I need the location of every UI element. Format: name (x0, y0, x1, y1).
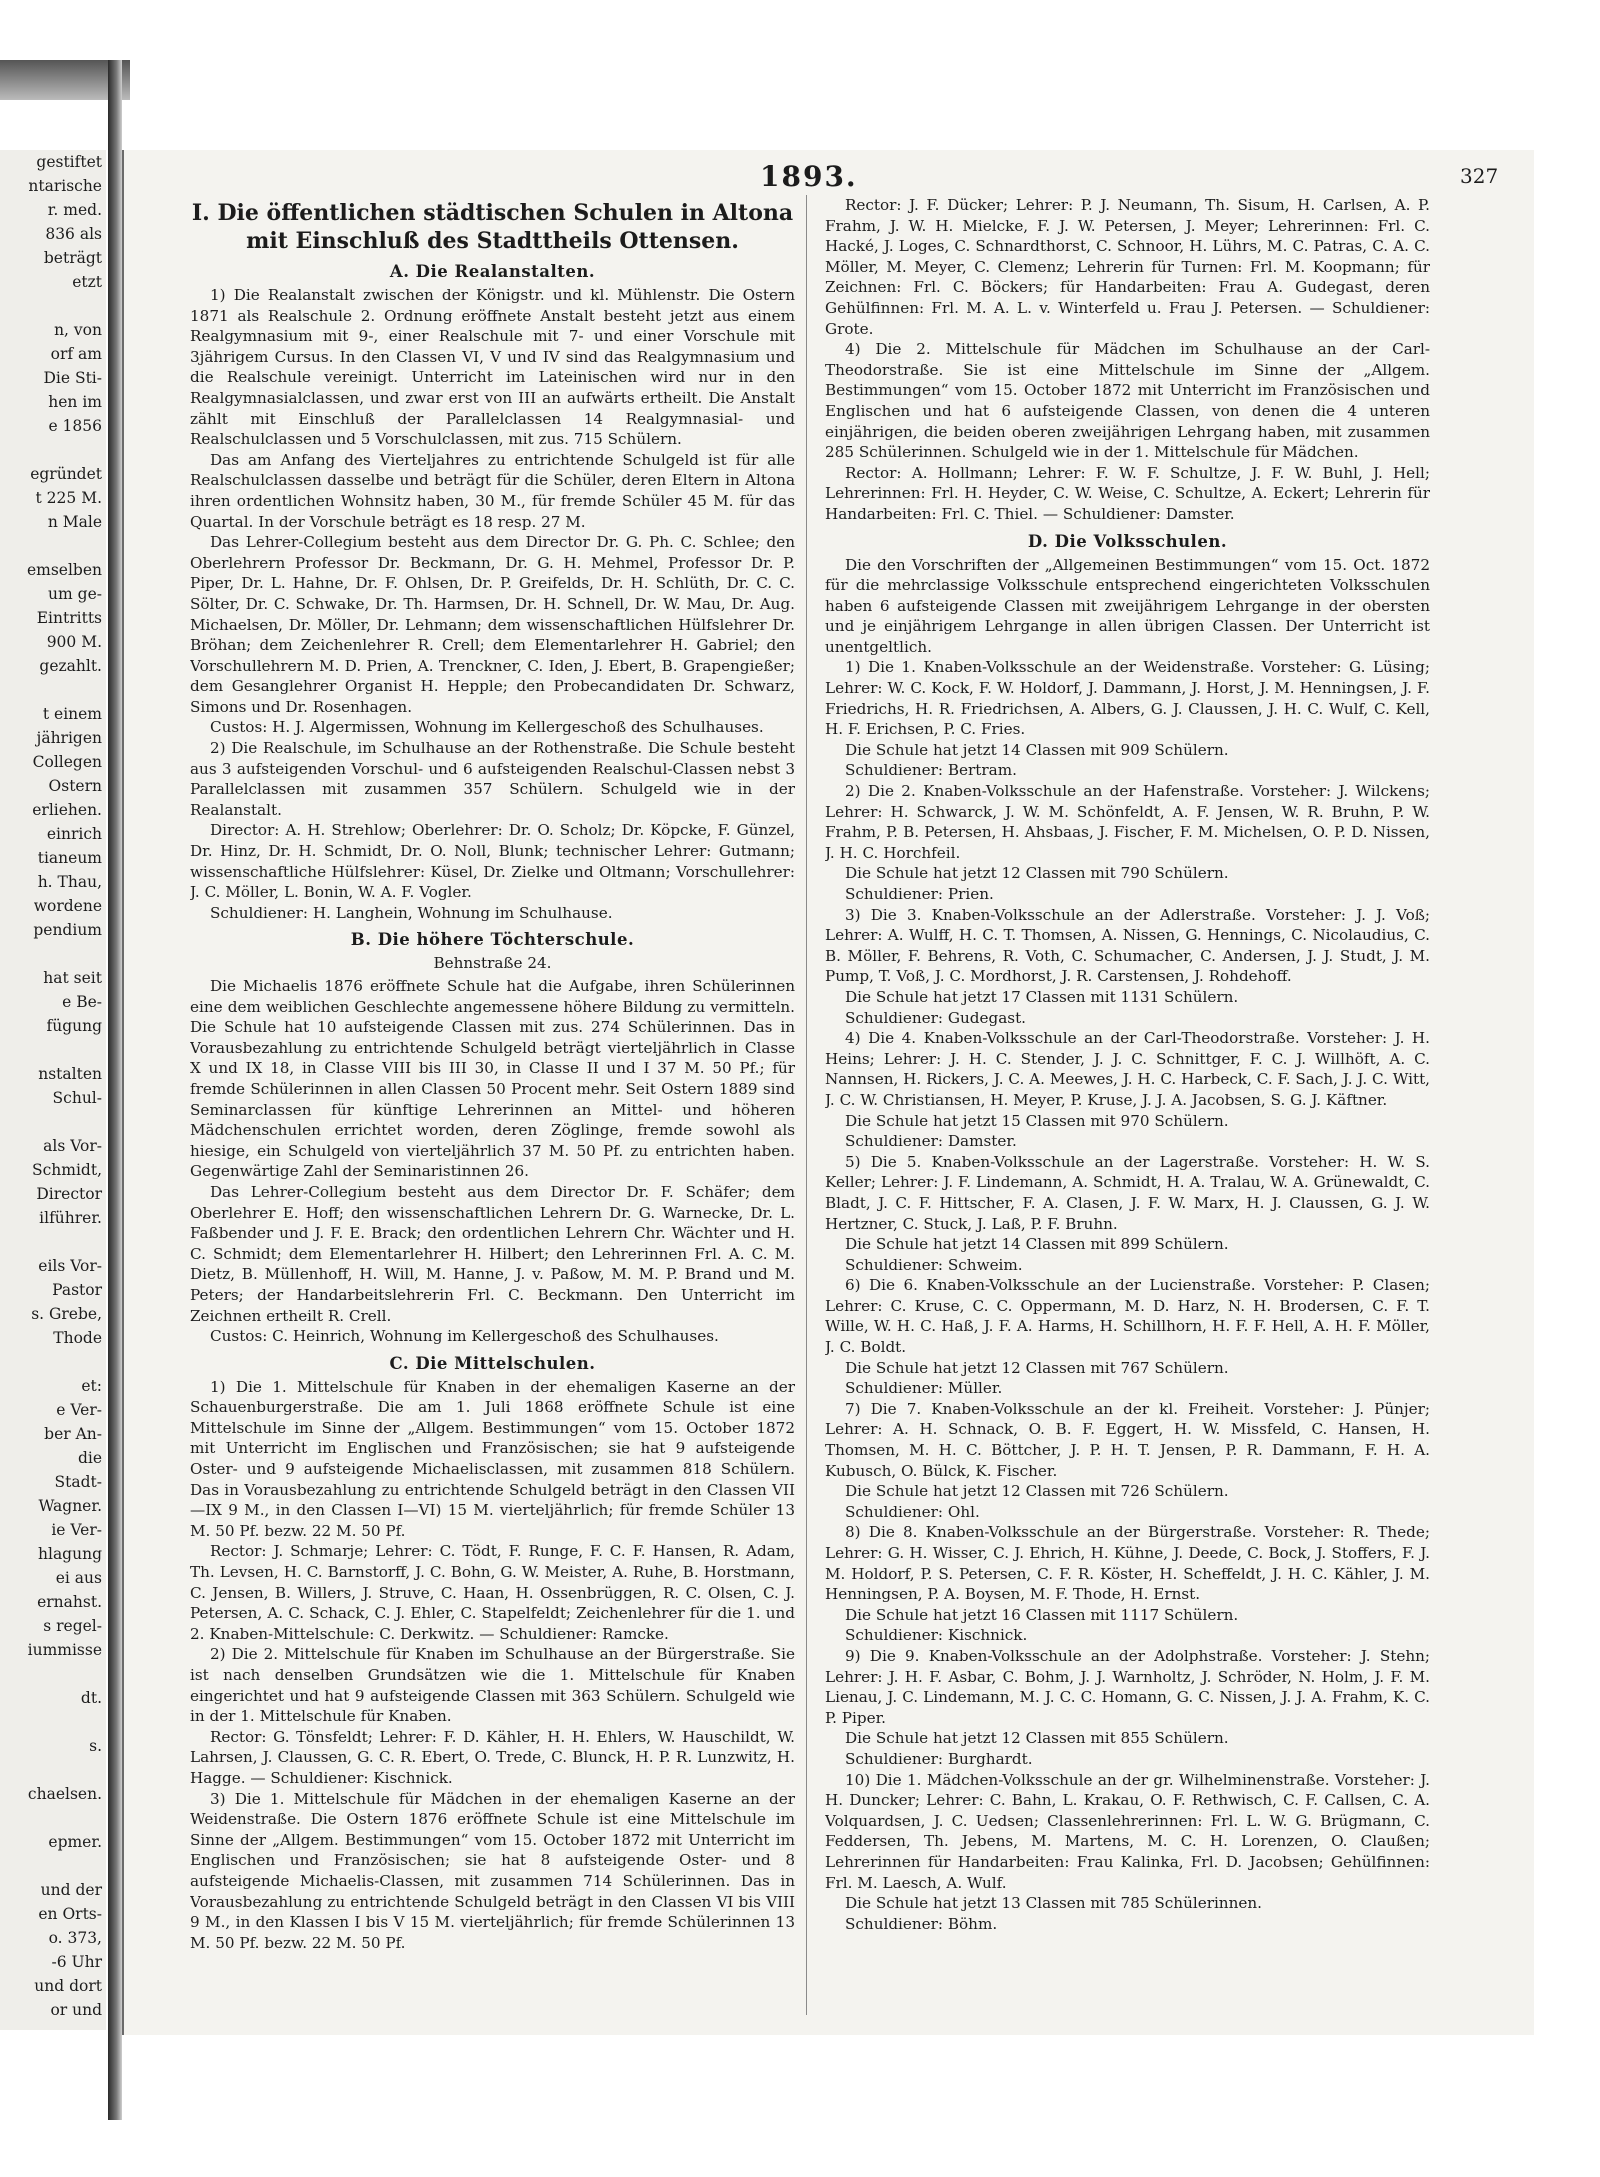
prev-page-line (0, 678, 106, 702)
paragraph: 4) Die 4. Knaben-Volksschule an der Carl-Theodorstraße. Vorsteher: J. H. Heins; Lehrer: J. H. C. Stender, J. J. C. Schnittger, F. C. J. Willhöft, A. C. Nannsen, H. Rickers, J. C. A. Meewes, J. H. C. Harbeck, C. F. Sach, J. J. C. Witt, J. C. W. Christiansen, H. Meyer, P. Kruse, J. J. A. Jacobsen, S. G. J. Käftner. (825, 1029, 1430, 1109)
prev-page-line: Schul- (52, 1089, 102, 1107)
section-d-heading: D. Die Volksschulen. (1027, 531, 1228, 551)
prev-page-line (0, 1038, 106, 1062)
section-c-body (190, 1377, 795, 1954)
section-c-continuation (825, 195, 1430, 525)
prev-page-line: s. Grebe, (31, 1305, 102, 1323)
paragraph: Schuldiener: Damster. (845, 1132, 1017, 1151)
prev-page-line: n, von (54, 321, 102, 339)
prev-page-line: 900 M. (46, 633, 102, 651)
paragraph: Die Schule hat jetzt 14 Classen mit 899 Schülern. (845, 1235, 1229, 1254)
paragraph: Die Schule hat jetzt 15 Classen mit 970 Schülern. (845, 1111, 1229, 1130)
paragraph: Die Schule hat jetzt 16 Classen mit 1117 Schülern. (845, 1605, 1239, 1624)
prev-page-line: epmer. (48, 1833, 102, 1851)
paragraph: Das am Anfang des Vierteljahres zu entrichtende Schulgeld ist für alle Realschulclassen dasselbe und beträgt für die Schüler, deren Eltern in Altona ihren ordentlichen Wohnsitz haben, 30 M., für fremde Schüler 45 M. für das Quartal. In der Vorschule beträgt es 18 resp. 27 M. (190, 450, 795, 531)
page-year: 1893. (760, 160, 858, 193)
paragraph: Schuldiener: Burghardt. (845, 1749, 1033, 1768)
prev-page-line: erliehen. (32, 801, 102, 819)
paragraph: Die Schule hat jetzt 12 Classen mit 726 Schülern. (845, 1482, 1229, 1501)
section-d-body (825, 555, 1430, 1935)
prev-page-line (0, 534, 106, 558)
prev-page-line: orf am (50, 345, 102, 363)
left-column (190, 195, 795, 2055)
prev-page-line: jährigen (36, 729, 102, 747)
prev-page-line (0, 1758, 106, 1782)
prev-page-line: t einem (42, 705, 102, 723)
prev-page-line: 836 als (45, 225, 102, 243)
paragraph: 7) Die 7. Knaben-Volksschule an der kl. Freiheit. Vorsteher: J. Pünjer; Lehrer: A. H. Schnack, O. B. F. Eggert, H. W. Missfeld, C. Hansen, H. Thomsen, M. H. C. Böttcher, J. P. H. T. Jensen, P. R. Dammann, F. H. A. Kubusch, O. Bülck, K. Fischer. (825, 1399, 1430, 1480)
right-column (825, 195, 1430, 2055)
prev-page-line: Eintritts (36, 609, 102, 627)
paragraph: Rector: J. F. Dücker; Lehrer: P. J. Neumann, Th. Sisum, H. Carlsen, A. P. Frahm, J. W. H. Mielcke, F. J. W. Petersen, J. Meyer; Lehrerinnen: Frl. C. Hacké, J. Loges, C. Schnardthorst, C. Schnoor, H. Lührs, M. C. Patras, C. A. C. Möller, M. Meyer, C. Clemenz; Lehrerin für Turnen: Frl. M. Koopmann; für Zeichnen: Frl. C. Böckers; für Handarbeiten: Frau A. Gudegast, deren Gehülfinnen: Frl. M. A. L. v. Winterfeld u. Frau J. Petersen. — Schuldiener: Grote. (825, 196, 1430, 338)
paragraph: Die Michaelis 1876 eröffnete Schule hat die Aufgabe, ihren Schülerinnen eine dem weiblichen Geschlechte angemessene höhere Bildung zu vermitteln. Die Schule hat 10 aufsteigende Classen mit zus. 274 Schülerinnen. Das in Vorausbezahlung zu entrichtende Schulgeld beträgt vierteljährlich in Classe X und IX 18, in Classe VIII bis III 30, in Classe II und I 37 M. 50 Pf.; für fremde Schülerinnen in allen Classen 50 Procent mehr. Seit Ostern 1889 sind Seminarclassen für künftige Lehrerinnen an Mittel- und höheren Mädchenschulen errichtet worden, deren Zöglinge, fremde sowohl als hiesige, ein Schulgeld von vierteljährlich 37 M. 50 Pf. zu entrichten haben. Gegenwärtige Zahl der Seminaristinnen 26. (190, 977, 795, 1181)
prev-page-line: ilführer. (39, 1209, 102, 1227)
prev-page-line: e Be- (62, 993, 102, 1011)
paragraph: Custos: H. J. Algermissen, Wohnung im Kellergeschoß des Schulhauses. (210, 718, 764, 737)
prev-page-line: beträgt (43, 249, 102, 267)
paragraph: Die Schule hat jetzt 14 Classen mit 909 Schülern. (845, 740, 1229, 759)
prev-page-line: Die Sti- (43, 369, 102, 387)
paragraph: Schuldiener: Bertram. (845, 761, 1017, 780)
prev-page-line: ie Ver- (51, 1521, 102, 1539)
paragraph: 1) Die Realanstalt zwischen der Königstr. und kl. Mühlenstr. Die Ostern 1871 als Realschule 2. Ordnung eröffnete Anstalt besteht jetzt aus einem Realgymnasium mit 9-, einer Realschule mit 7- und einer Vorschule mit 3jährigem Cursus. In den Classen VI, V und IV sind das Realgymnasium und die Realschule vereinigt. Unterricht im Lateinischen wird nur in den Realgymnasialclassen, und zwar erst von III an aufwärts ertheilt. Die Anstalt zählt mit Einschluß der Parallelclassen 14 Realgymnasial- und Realschulclassen und 5 Vorschulclassen, mit zus. 715 Schülern. (190, 286, 795, 449)
section-c-heading: C. Die Mittelschulen. (389, 1353, 596, 1373)
paragraph: 5) Die 5. Knaben-Volksschule an der Lagerstraße. Vorsteher: H. W. S. Keller; Lehrer: J. F. Lindemann, A. Schmidt, H. A. Tralau, W. A. Grünewaldt, C. Bladt, J. C. F. Hittscher, F. A. Clasen, J. F. W. Marx, H. J. Claussen, G. J. W. Hertzner, C. Stuck, J. Laß, P. F. Bruhn. (825, 1152, 1430, 1233)
paragraph: Schuldiener: Prien. (845, 885, 994, 903)
prev-page-line: und dort (34, 1977, 102, 1995)
paragraph: 1) Die 1. Knaben-Volksschule an der Weidenstraße. Vorsteher: G. Lüsing; Lehrer: W. C. Kock, F. W. Holdorf, J. Dammann, J. Horst, J. M. Henningsen, J. F. Friedrichs, H. R. Friedrichsen, A. Albers, G. J. Claussen, J. H. C. Wulf, C. Kell, H. F. Erichsen, P. C. Fries. (825, 658, 1430, 739)
paragraph: 8) Die 8. Knaben-Volksschule an der Bürgerstraße. Vorsteher: R. Thede; Lehrer: G. H. Wisser, C. J. Ehrich, H. Kühne, J. Deede, C. Bock, J. Stoffers, F. J. M. Holdorf, P. S. Petersen, C. F. R. Köster, H. Scheffeldt, J. H. C. Kähler, J. M. Henningsen, P. A. Boysen, M. F. Thode, H. Ernst. (825, 1523, 1430, 1604)
prev-page-line: et: (81, 1377, 102, 1395)
prev-page-line: egründet (30, 465, 102, 483)
section-a-body (190, 285, 795, 923)
paragraph: 9) Die 9. Knaben-Volksschule an der Adolphstraße. Vorsteher: J. Stehn; Lehrer: J. H. F. Asbar, C. Bohm, J. J. Warnholtz, J. Schröder, N. Holm, J. F. M. Lienau, J. C. Lindemann, M. J. C. C. Homann, G. C. Nissen, J. J. A. Frahm, K. C. P. Piper. (825, 1646, 1430, 1727)
prev-page-line: s regel- (43, 1617, 102, 1635)
prev-page-line (0, 1230, 106, 1254)
previous-page-edge (0, 150, 106, 2030)
prev-page-line: hlagung (38, 1545, 102, 1563)
paragraph: Rector: G. Tönsfeldt; Lehrer: F. D. Kähler, H. H. Ehlers, W. Hauschildt, W. Lahrsen, J. Claussen, G. C. R. Ebert, O. Trede, C. Blunck, H. P. R. Lunzwitz, H. Hagge. — Schuldiener: Kischnick. (190, 1727, 795, 1787)
prev-page-line: Wagner. (38, 1497, 102, 1515)
paragraph: 3) Die 1. Mittelschule für Mädchen in der ehemaligen Kaserne an der Weidenstraße. Die Ostern 1876 eröffnete Schule ist eine Mittelschule im Sinne der „Allgem. Bestimmungen“ vom 15. October 1872 mit Unterricht im Englischen und Französischen; sie hat 8 aufsteigende Oster- und 8 aufsteigende Michaelis-Classen, mit zusammen 714 Schülerinnen. Das in Vorausbezahlung zu entrichtende Schulgeld beträgt in den Classen VI bis VIII 9 M., in den Klassen I bis V 15 M. vierteljährlich; für fremde Schülerinnen 13 M. 50 Pf. bezw. 22 M. 50 Pf. (190, 1789, 795, 1952)
prev-page-line: ernahst. (37, 1593, 102, 1611)
prev-page-line: ber An- (44, 1425, 102, 1443)
prev-page-line (0, 1710, 106, 1734)
prev-page-line: t 225 M. (35, 489, 102, 507)
prev-page-line: tianeum (37, 849, 102, 867)
prev-page-line: Stadt- (54, 1473, 102, 1491)
prev-page-line: -6 Uhr (51, 1953, 102, 1971)
paragraph: 6) Die 6. Knaben-Volksschule an der Lucienstraße. Vorsteher: P. Clasen; Lehrer: C. Kruse, C. C. Oppermann, M. D. Harz, N. H. Brodersen, C. F. T. Wille, W. H. C. Haß, J. F. A. Harms, H. Schillhorn, H. F. F. Hell, A. H. F. Möller, J. C. Boldt. (825, 1276, 1430, 1357)
prev-page-line: als Vor- (43, 1137, 102, 1155)
prev-page-line: Pastor (52, 1281, 102, 1299)
paragraph: Die Schule hat jetzt 17 Classen mit 1131 Schülern. (845, 987, 1239, 1006)
prev-page-line: ntarische (28, 177, 102, 195)
prev-page-line: r. med. (47, 201, 102, 219)
paragraph: Die Schule hat jetzt 12 Classen mit 767 Schülern. (845, 1358, 1229, 1377)
prev-page-line: or und (50, 2001, 102, 2019)
prev-page-line (0, 1854, 106, 1878)
prev-page-line: gestiftet (36, 153, 102, 171)
paragraph: Rector: A. Hollmann; Lehrer: F. W. F. Schultze, J. F. W. Buhl, J. Hell; Lehrerinnen: Frl. H. Heyder, C. W. Weise, C. Schultze, A. Eckert; Lehrerin für Handarbeiten: Frl. C. Thiel. — Schuldiener: Damster. (825, 463, 1430, 523)
prev-page-line: Thode (53, 1329, 102, 1347)
paragraph: Schuldiener: Müller. (845, 1379, 1003, 1398)
prev-page-line: Schmidt, (31, 1161, 102, 1179)
prev-page-line: Ostern (48, 777, 102, 795)
prev-page-line: n Male (47, 513, 102, 531)
prev-page-line: e 1856 (48, 417, 102, 435)
paragraph: 2) Die 2. Knaben-Volksschule an der Hafenstraße. Vorsteher: J. Wilckens; Lehrer: H. Schwarck, J. W. M. Schönfeldt, A. F. Jensen, W. R. Bruhn, P. W. Frahm, P. B. Petersen, H. Ahsbaas, J. Fischer, F. M. Michelsen, O. P. D. Nissen, J. H. C. Horchfeil. (825, 782, 1430, 862)
prev-page-line: und der (40, 1881, 102, 1899)
prev-page-line: um ge- (48, 585, 102, 603)
prev-page-line (0, 438, 106, 462)
book-gutter (108, 60, 122, 2120)
paragraph: 2) Die Realschule, im Schulhause an der Rothenstraße. Die Schule besteht aus 3 aufsteigenden Vorschul- und 6 aufsteigenden Realschul-Classen nebst 3 Parallelclassen mit zusammen 357 Schülern. Schulgeld wie in der Realanstalt. (190, 739, 795, 819)
prev-page-line: s. (89, 1737, 102, 1755)
prev-page-line (0, 942, 106, 966)
paragraph: Das Lehrer-Collegium besteht aus dem Director Dr. F. Schäfer; dem Oberlehrer E. Hoff; den wissenschaftlichen Lehrern Dr. G. Warnecke, Dr. L. Faßbender und J. F. E. Brack; den ordentlichen Lehrern Chr. Wächter und H. C. Schmidt; dem Elementarlehrer H. Hilbert; den Lehrerinnen Frl. A. C. M. Dietz, B. Müllenhoff, H. Will, M. Hanne, J. v. Paßow, M. M. P. Brand und M. Peters; der Handarbeitslehrerin Frl. C. Beckmann. Den Unterricht im Zeichnen ertheilt R. Crell. (190, 1182, 795, 1325)
prev-page-line: gezahlt. (39, 657, 102, 675)
section-b-heading: B. Die höhere Töchterschule. (350, 930, 635, 950)
prev-page-line: einrich (46, 825, 102, 843)
paragraph: 4) Die 2. Mittelschule für Mädchen im Schulhause an der Carl-Theodorstraße. Sie ist eine Mittelschule im Sinne der „Allgem. Bestimmungen“ vom 15. October 1872 mit Unterricht im Französischen und Englischen und hat 6 aufsteigende Classen, von denen die 4 unteren einjährigen, die beiden oberen zweijährigen Lehrgang haben, mit zusammen 285 Schülerinnen. Schulgeld wie in der 1. Mittelschule für Mädchen. (825, 340, 1430, 462)
paragraph: Schuldiener: H. Langhein, Wohnung im Schulhause. (210, 903, 613, 922)
paragraph: Die Schule hat jetzt 13 Classen mit 785 Schülerinnen. (845, 1894, 1262, 1913)
paragraph: Custos: C. Heinrich, Wohnung im Kellergeschoß des Schulhauses. (210, 1327, 719, 1346)
paragraph: Das Lehrer-Collegium besteht aus dem Director Dr. G. Ph. C. Schlee; den Oberlehrern Professor Dr. Beckmann, Dr. G. H. Mehmel, Professor Dr. P. Piper, Dr. L. Hahne, Dr. F. Ohlsen, Dr. P. Greifelds, Dr. H. Schlüth, Dr. C. C. Sölter, Dr. C. Schwake, Dr. Th. Harmsen, Dr. H. Schnell, Dr. W. Mau, Dr. Aug. Michaelsen, Dr. Möller, Dr. Lehmann; dem wissenschaftlichen Hülfslehrer Dr. Bröhan; dem Zeichenlehrer R. Crell; dem Elementarlehrer H. Gabriel; den Vorschullehrern M. D. Prien, A. Trenckner, C. Iden, J. Ebert, B. Grapengießer; dem Gesanglehrer Organist H. Hepple; den Probecandidaten Dr. Schwarz, Simons und Dr. Rosenhagen. (190, 533, 795, 716)
paragraph: Schuldiener: Gudegast. (845, 1008, 1026, 1027)
prev-page-line: h. Thau, (37, 873, 102, 891)
paragraph: Schuldiener: Böhm. (845, 1914, 998, 1933)
paragraph: Schuldiener: Ohl. (845, 1502, 980, 1521)
prev-page-line: etzt (72, 273, 102, 291)
section-b-address: Behnstraße 24. (433, 954, 552, 973)
main-title: I. Die öffentlichen städtischen Schulen in Altona mit Einschluß des Stadttheils Ottensen. (191, 200, 794, 254)
prev-page-line: fügung (46, 1017, 102, 1035)
prev-page-line: iummisse (27, 1641, 102, 1659)
prev-page-line: Director (36, 1185, 102, 1203)
paragraph: Die Schule hat jetzt 12 Classen mit 790 Schülern. (845, 864, 1229, 883)
prev-page-line: Collegen (32, 753, 102, 771)
paragraph: Schuldiener: Schweim. (845, 1255, 1023, 1274)
prev-page-line: hat seit (43, 969, 102, 987)
prev-page-line (0, 294, 106, 318)
paragraph: 3) Die 3. Knaben-Volksschule an der Adlerstraße. Vorsteher: J. J. Voß; Lehrer: A. Wulff, H. C. T. Thomsen, A. Nissen, G. Hennings, C. Nicolaudius, C. B. Möller, F. Behrens, R. Voth, C. Schumacher, C. Andersen, J. J. Studt, J. M. Pump, T. Voß, J. C. Mordhorst, J. R. Carstensen, J. Rohdehoff. (825, 905, 1430, 986)
prev-page-line: dt. (80, 1689, 102, 1707)
prev-page-line: eils Vor- (38, 1257, 102, 1275)
paragraph: Director: A. H. Strehlow; Oberlehrer: Dr. O. Scholz; Dr. Köpcke, F. Günzel, Dr. Hinz, Dr. H. Schmidt, Dr. O. Noll, Blunk; technischer Lehrer: Gutmann; wissenschaftliche Hülfslehrer: Küsel, Dr. Zielke und Oltmann; Vorschullehrer: J. C. Möller, L. Bonin, W. A. F. Vogler. (190, 821, 795, 902)
prev-page-line (0, 1350, 106, 1374)
prev-page-line: emselben (26, 561, 102, 579)
page-number: 327 (1460, 164, 1499, 188)
column-divider (806, 195, 807, 2015)
prev-page-line (0, 1110, 106, 1134)
prev-page-line (0, 1662, 106, 1686)
paragraph: Die Schule hat jetzt 12 Classen mit 855 Schülern. (845, 1729, 1229, 1748)
prev-page-line: ei aus (55, 1569, 102, 1587)
prev-page-line: chaelsen. (27, 1785, 102, 1803)
prev-page-line: hen im (48, 393, 102, 411)
paragraph: 10) Die 1. Mädchen-Volksschule an der gr. Wilhelminenstraße. Vorsteher: J. H. Duncker; Lehrer: C. Bahn, L. Krakau, O. F. Rethwisch, C. F. Callsen, C. A. Volquardsen, J. C. Uedsen; Classenlehrerinnen: Frl. L. W. G. Brügmann, C. Feddersen, Th. Jebens, M. Martens, M. C. H. Lorenzen, O. Claußen; Lehrerinnen für Handarbeiten: Frau Kalinka, Frl. D. Jacobsen; Gehülfinnen: Frl. M. Laesch, A. Wulf. (825, 1770, 1430, 1892)
prev-page-line: e Ver- (56, 1401, 102, 1419)
prev-page-line: nstalten (38, 1065, 102, 1083)
paragraph: Rector: J. Schmarje; Lehrer: C. Tödt, F. Runge, F. C. F. Hansen, R. Adam, Th. Levsen, H. C. Barnstorff, J. C. Bohn, G. W. Meister, A. Ruhe, B. Horstmann, C. Jensen, B. Willers, J. Struve, C. Haan, H. Ossenbrüggen, R. C. Olsen, C. J. Petersen, A. C. Schack, C. J. Ehler, C. Stapelfeldt; Zeichenlehrer für die 1. und 2. Knaben-Mittelschule: C. Derkwitz. — Schuldiener: Ramcke. (190, 1542, 795, 1643)
prev-page-line: o. 373, (48, 1929, 102, 1947)
paragraph: 2) Die 2. Mittelschule für Knaben im Schulhause an der Bürgerstraße. Sie ist nach denselben Grundsätzen wie die 1. Mittelschule für Knaben eingerichtet und hat 9 aufsteigende Classen mit 363 Schülern. Schulgeld wie in der 1. Mittelschule für Knaben. (190, 1645, 795, 1726)
paragraph: 1) Die 1. Mittelschule für Knaben in der ehemaligen Kaserne an der Schauenburgerstraße. Die am 1. Juli 1868 eröffnete Schule ist eine Mittelschule im Sinne der „Allgem. Bestimmungen“ vom 15. October 1872 mit Unterricht im Englischen und Französischen; sie hat 9 aufsteigende Oster- und 9 aufsteigende Michaelisclassen, mit zusammen 818 Schülern. Das in Vorausbezahlung zu entrichtende Schulgeld beträgt in den Classen VII—IX 9 M., in den Classen I—VI) 15 M. vierteljährlich; für fremde Schüler 13 M. 50 Pf. bezw. 22 M. 50 Pf. (190, 1377, 795, 1540)
section-b-body (190, 976, 795, 1347)
prev-page-line: en Orts- (38, 1905, 102, 1923)
prev-page-line: pendium (33, 921, 102, 939)
paragraph: Schuldiener: Kischnick. (845, 1626, 1028, 1645)
prev-page-line: wordene (33, 897, 102, 915)
paragraph: Die den Vorschriften der „Allgemeinen Bestimmungen“ vom 15. Oct. 1872 für die mehrclassige Volksschule entsprechend eingerichteten Volksschulen haben 6 aufsteigende Classen mit zweijährigem Lehrgange in der obersten und je einjährigem Lehrgange in allen übrigen Classen. Der Unterricht ist unentgeltlich. (825, 555, 1430, 656)
prev-page-line (0, 1806, 106, 1830)
section-a-heading: A. Die Realanstalten. (389, 262, 596, 281)
prev-page-line: die (77, 1449, 102, 1467)
